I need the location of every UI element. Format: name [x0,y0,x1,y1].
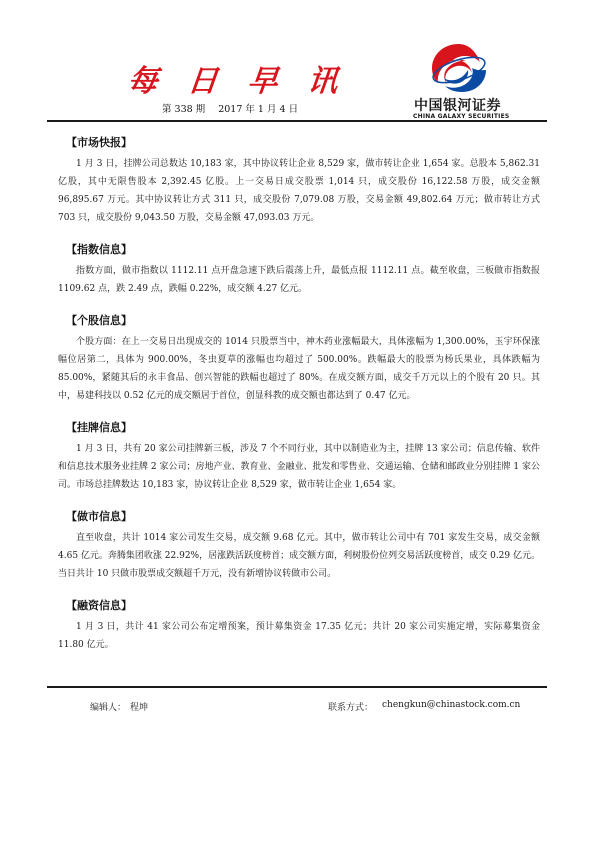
section-market-news [58,134,540,227]
section-title: 【挂牌信息】 [66,421,132,434]
section-body: 个股方面：在上一交易日出现成交的 1014 只股票当中，神木药业涨幅最大，具体涨幅为 1,300.00%，玉宇环保涨幅位居第二，具体为 900.00%，冬虫夏草的涨幅也均超过了 500.00%。跌幅最大的股票为杨氏果业，具体跌幅为 85.00%，紧随其后的永丰食品、创兴智能的跌幅也超过了 80%。在成交额方面，成交千万元以上的个股有 20 只。其中，易建科技以 0.52 亿元的成交额居于首位，创显科教的成交额也都达到了 0.47 亿元。 [58,337,540,401]
section-stock-info [58,312,540,405]
editor-name: 程坤 [130,703,149,713]
logo-english-name: CHINA GALAXY SECURITIES [413,113,510,120]
section-title: 【个股信息】 [66,314,132,327]
title-char: 早 [245,64,280,99]
title-char: 每 [125,64,160,99]
section-title: 【指数信息】 [66,243,132,256]
editor-label: 编辑人： [90,703,127,713]
section-body: 直至收盘，共计 1014 家公司发生交易，成交额 9.68 亿元。其中，做市转让公司中有 701 家发生交易，成交金额 4.65 亿元。奔腾集团收涨 22.92%，居涨跌活跃度榜首；成交额方面，利树股份位列交易活跃度榜首，成交 0.29 亿元。当日共计 10 只做市股票成交额超千万元，没有新增协议转做市公司。 [58,533,540,579]
logo-chinese-name: 中国银河证券 [414,98,501,114]
contact-label: 联系方式： [328,703,374,713]
masthead-title [125,58,340,99]
contact-email: chengkun@chinastock.com.cn [382,700,521,710]
section-body: 1 月 3 日，共计 41 家公司公布定增预案，预计募集资金 17.35 亿元；共计 20 家公司实施定增，实际募集资金 11.80 亿元。 [58,622,540,650]
footer-divider [47,686,547,688]
galaxy-logo-icon [428,40,490,96]
section-title: 【市场快报】 [66,136,132,149]
section-listing-info [58,419,540,494]
section-body: 1 月 3 日，共有 20 家公司挂牌新三板，涉及 7 个不同行业，其中以制造业为主，挂牌 13 家公司；信息传输、软件和信息技术服务业挂牌 2 家公司；房地产业、教育业、金融业、批发和零售业、交通运输、仓储和邮政业分别挂牌 1 家公司。市场总挂牌数达 10,183 家，协议转让企业 8,529 家，做市转让企业 1,654 家。 [58,444,540,490]
title-char: 讯 [305,64,340,99]
section-financing-info [58,597,540,654]
issue-date: 2017 年 1 月 4 日 [218,104,299,115]
issue-line [162,101,308,115]
report-content [58,134,540,668]
section-market-making-info [58,508,540,583]
section-body: 1 月 3 日，挂牌公司总数达 10,183 家，其中协议转让企业 8,529 家，做市转让企业 1,654 家。总股本 5,862.31 亿股，其中无限售股本 2,392.45 亿股。上一交易日成交股票 1,014 只，成交股份 16,122.58 万股，成交金额 96,895.67 万元。其中协议转让方式 311 只，成交股份 7,079.08 万股，交易金额 49,802.64 万元；做市转让方式 703 只，成交股份 9,043.50 万股，交易金额 47,093.03 万元。 [58,159,540,223]
section-index-info [58,241,540,298]
title-char: 日 [185,64,220,99]
issue-number: 第 338 期 [162,104,206,115]
section-title: 【做市信息】 [66,510,132,523]
section-title: 【融资信息】 [66,599,132,612]
section-body: 指数方面，做市指数以 1112.11 点开盘急速下跌后震荡上升，最低点报 1112.11 点。截至收盘，三板做市指数报 1109.62 点，跌 2.49 点，跌幅 0.22%，成交额 4.27 亿元。 [58,266,540,294]
header-divider [47,120,547,122]
